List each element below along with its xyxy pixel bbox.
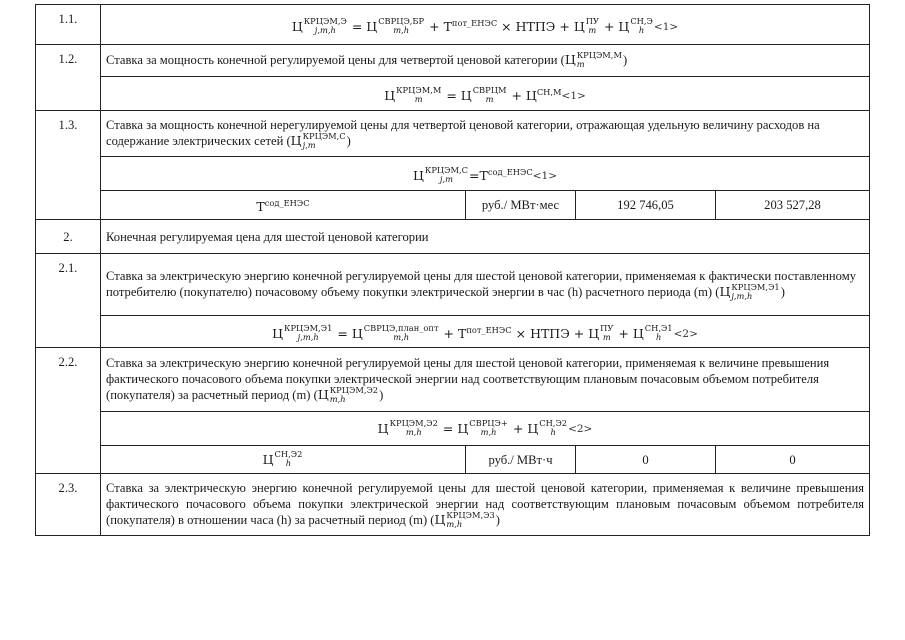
formula-2-2: Ц КРЦЭМ,Э2 m,h = Ц СВРЦЭ+ m,h + Ц СН,Э2 h <2> xyxy=(101,412,870,446)
tariff-table xyxy=(35,4,870,536)
formula-1-1: Ц КРЦЭМ,Э j,m,h = Ц СВРЦЭ,БР m,h + $Т^{пот\_ЕНЭС}$ × НТПЭ + Ц ПУ m + Ц СН,Э h <1> xyxy=(101,5,870,45)
row-number: 2. xyxy=(36,220,101,254)
row-description: Ставка за электрическую энергию конечной регулируемой цены для шестой ценовой категории, применяемая к фактически поставленному потребителю (покупателю) почасовому объему покупки электрической энергии в час (h) расчетного периода (m) (Ц КРЦЭМ,Э1 j,m,h ) xyxy=(101,254,870,316)
formula-1-3: Ц КРЦЭМ,С j,m $=Т^{сод\_ЕНЭС}<1>$ xyxy=(101,157,870,191)
data-row-unit: руб./ МВт·мес xyxy=(466,191,576,220)
table-row xyxy=(36,220,870,254)
row-number: 1.2. xyxy=(36,45,101,111)
data-row-value-1: 192 746,05 xyxy=(576,191,716,220)
data-row-value-2: 203 527,28 xyxy=(716,191,870,220)
table-row xyxy=(36,111,870,157)
table-row xyxy=(36,45,870,77)
row-number: 2.2. xyxy=(36,348,101,474)
table-row xyxy=(36,5,870,45)
row-description: Конечная регулируемая цена для шестой ценовой категории xyxy=(101,220,870,254)
table-row xyxy=(36,412,870,446)
data-row-name: Ц СН,Э2 h xyxy=(101,446,466,474)
table-row xyxy=(36,474,870,536)
row-description: Ставка за электрическую энергию конечной регулируемой цены для шестой ценовой категории, применяемая к величине превышения фактического почасового объема покупки электрической энергии над соответствующим плановым почасовым объемом потребителя (покупателя) в отношении часа (h) за расчетный период (m) (Ц КРЦЭМ,Э3 m,h ) xyxy=(101,474,870,536)
data-row-value-2: 0 xyxy=(716,446,870,474)
table-row xyxy=(36,446,870,474)
row-description: Ставка за мощность конечной регулируемой цены для четвертой ценовой категории (Ц КРЦЭМ,М m ) xyxy=(101,45,870,77)
row-number: 1.3. xyxy=(36,111,101,220)
table-row xyxy=(36,77,870,111)
table-row xyxy=(36,254,870,316)
data-row-name: $Т^{сод\_ЕНЭС}$ xyxy=(101,191,466,220)
table-row xyxy=(36,316,870,348)
data-row-value-1: 0 xyxy=(576,446,716,474)
row-number: 2.3. xyxy=(36,474,101,536)
table-row xyxy=(36,348,870,412)
data-row-unit: руб./ МВт·ч xyxy=(466,446,576,474)
table-row xyxy=(36,191,870,220)
row-number: 2.1. xyxy=(36,254,101,348)
table-row xyxy=(36,157,870,191)
row-number: 1.1. xyxy=(36,5,101,45)
row-description: Ставка за мощность конечной нерегулируемой цены для четвертой ценовой категории, отражающая удельную величину расходов на содержание электрических сетей (Ц КРЦЭМ,С j,m ) xyxy=(101,111,870,157)
row-description: Ставка за электрическую энергию конечной регулируемой цены для шестой ценовой категории, применяемая к величине превышения фактического почасового объема покупки электрической энергии над соответствующим плановым почасовым объемом потребителя (покупателя) за расчетный период (m) (Ц КРЦЭМ,Э2 m,h ) xyxy=(101,348,870,412)
formula-1-2: Ц КРЦЭМ,М m = Ц СВРЦМ m + $Ц^{СН,М}<1>$ xyxy=(101,77,870,111)
formula-2-1: Ц КРЦЭМ,Э1 j,m,h = Ц СВРЦЭ,план_опт m,h + $Т^{пот\_ЕНЭС}$ × НТПЭ + Ц ПУ m + Ц СН,Э1 h <2> xyxy=(101,316,870,348)
